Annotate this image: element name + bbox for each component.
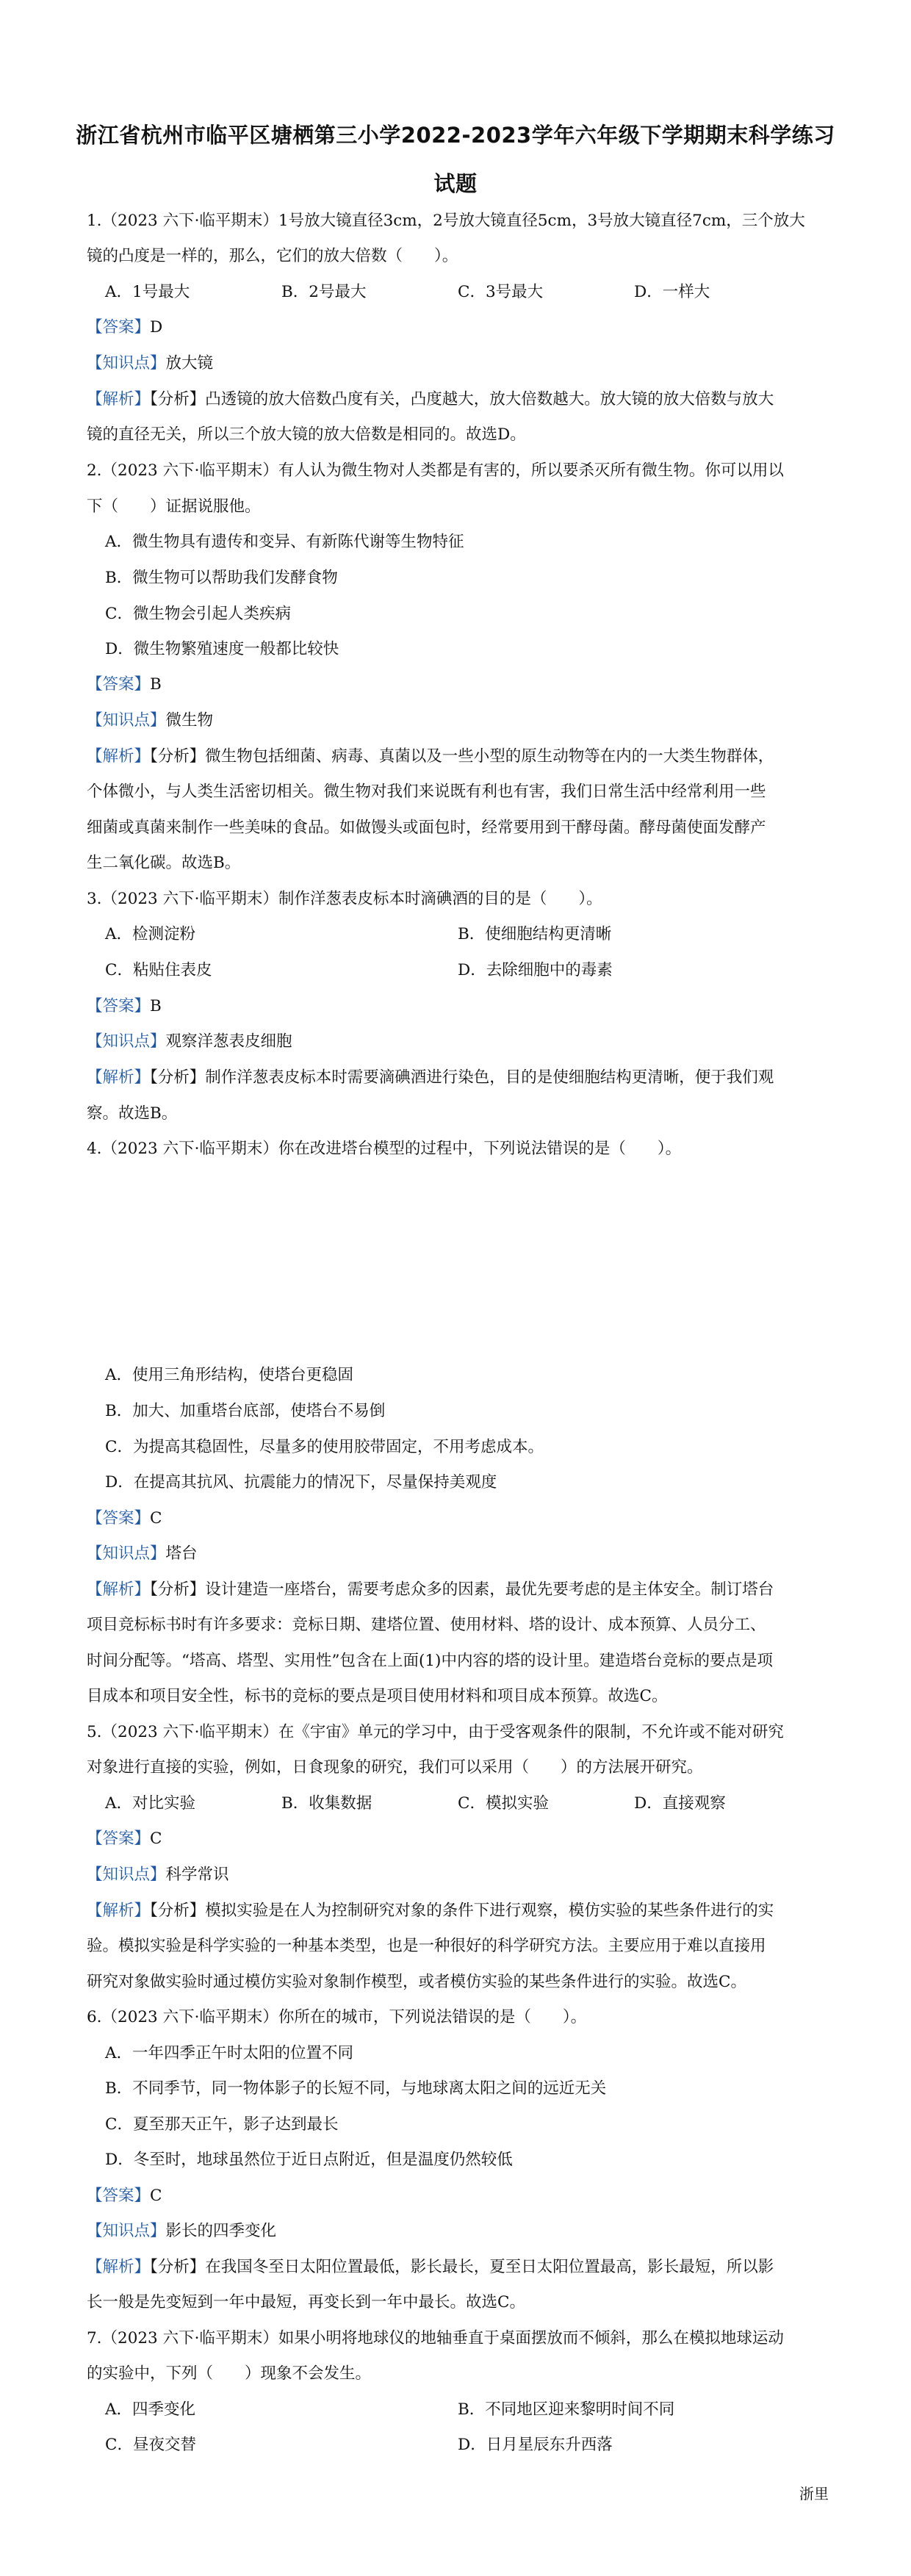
- answer-label: 【答案】: [87, 1830, 151, 1848]
- question-6-option-d: D．冬至时，地球虽然位于近日点附近，但是温度仍然较低: [105, 2151, 513, 2169]
- question-1-analysis-b: 镜的直径无关，所以三个放大镜的放大倍数是相同的。故选D。: [87, 425, 526, 444]
- question-5-analysis-c: 研究对象做实验时通过模仿实验对象制作模型，或者模仿实验的某些条件进行的实验。故选C。: [87, 1973, 746, 1991]
- question-2-knowledge: [87, 703, 829, 739]
- question-1-analysis-a: [87, 382, 829, 418]
- question-5-answer: [87, 1821, 829, 1857]
- analysis-label: 【解析】: [87, 1068, 151, 1087]
- analysis-text: 【分析】设计建造一座塔台，需要考虑众多的因素，最优先要考虑的是主体安全。制订塔台: [150, 1580, 774, 1599]
- answer-value: D: [150, 318, 163, 337]
- question-2-option-c: C．微生物会引起人类疾病: [105, 605, 291, 623]
- analysis-label: 【解析】: [87, 390, 151, 409]
- question-5-analysis-b: 验。模拟实验是科学实验的一种基本类型，也是一种很好的科学研究方法。主要应用于难以直接用: [87, 1937, 766, 1955]
- question-6-option-a: A．一年四季正午时太阳的位置不同: [105, 2044, 354, 2062]
- answer-label: 【答案】: [87, 997, 151, 1015]
- question-5-option-a: A．对比实验: [105, 1794, 196, 1813]
- knowledge-value: 观察洋葱表皮细胞: [165, 1032, 292, 1051]
- question-2-option-d: D．微生物繁殖速度一般都比较快: [105, 640, 339, 658]
- knowledge-value: 塔台: [165, 1544, 198, 1563]
- question-3-option-b: B．使细胞结构更清晰: [458, 925, 612, 943]
- answer-label: 【答案】: [87, 1509, 151, 1528]
- answer-value: C: [150, 2187, 162, 2205]
- question-5-option-c: C．模拟实验: [458, 1794, 549, 1813]
- question-4-option-c: C．为提高其稳固性，尽量多的使用胶带固定，不用考虑成本。: [105, 1438, 544, 1456]
- knowledge-label: 【知识点】: [87, 1544, 166, 1563]
- question-7-stem-a: 7.（2023 六下·临平期末）如果小明将地球仪的地轴垂直于桌面摆放而不倾斜，那么在模拟地球运动: [87, 2329, 784, 2347]
- analysis-label: 【解析】: [87, 2258, 151, 2276]
- knowledge-value: 影长的四季变化: [165, 2222, 277, 2240]
- question-5-analysis-a: [87, 1893, 829, 1929]
- question-1-stem-a: 1.（2023 六下·临平期末）1号放大镜直径3cm，2号放大镜直径5cm，3号放大镜直径7cm，三个放大: [87, 212, 805, 230]
- question-2-analysis-d: 生二氧化碳。故选B。: [87, 854, 241, 872]
- answer-value: C: [150, 1830, 162, 1848]
- knowledge-value: 放大镜: [165, 354, 214, 373]
- question-3-answer: [87, 989, 829, 1025]
- question-3-analysis-a: [87, 1060, 829, 1096]
- knowledge-label: 【知识点】: [87, 2222, 166, 2240]
- question-3-option-c: C．粘贴住表皮: [105, 961, 212, 979]
- question-1-stem-b: 镜的凸度是一样的，那么，它们的放大倍数（ ）。: [87, 247, 458, 265]
- question-1-option-c: C．3号最大: [458, 283, 544, 301]
- analysis-label: 【解析】: [87, 1902, 151, 1920]
- answer-label: 【答案】: [87, 2187, 151, 2205]
- question-7-option-d: D．日月星辰东升西落: [458, 2436, 613, 2454]
- question-4-option-a: A．使用三角形结构，使塔台更稳固: [105, 1366, 354, 1384]
- question-6-knowledge: [87, 2214, 829, 2250]
- question-3-option-d: D．去除细胞中的毒素: [458, 961, 613, 979]
- question-6-option-b: B．不同季节，同一物体影子的长短不同，与地球离太阳之间的远近无关: [105, 2079, 607, 2098]
- question-3-knowledge: [87, 1024, 829, 1060]
- question-5-knowledge: [87, 1857, 829, 1893]
- question-1-option-a: A．1号最大: [105, 283, 190, 301]
- question-4-option-b: B．加大、加重塔台底部，使塔台不易倒: [105, 1402, 386, 1420]
- page-footer: 浙里: [799, 2485, 829, 2503]
- question-4-stem-a: 4.（2023 六下·临平期末）你在改进塔台模型的过程中，下列说法错误的是（ ）。: [87, 1140, 682, 1158]
- analysis-text: 【分析】微生物包括细菌、病毒、真菌以及一些小型的原生动物等在内的一大类生物群体，: [150, 747, 774, 766]
- question-6-option-c: C．夏至那天正午，影子达到最长: [105, 2115, 339, 2134]
- knowledge-label: 【知识点】: [87, 1866, 166, 1884]
- question-7-option-a: A．四季变化: [105, 2400, 196, 2419]
- question-6-analysis-a: [87, 2250, 829, 2286]
- knowledge-label: 【知识点】: [87, 354, 166, 373]
- question-5-stem-b: 对象进行直接的实验，例如，日食现象的研究，我们可以采用（ ）的方法展开研究。: [87, 1758, 703, 1777]
- question-2-stem-b: 下（ ）证据说服他。: [87, 497, 261, 516]
- document-title-line-2: 试题: [433, 171, 478, 196]
- answer-value: C: [150, 1509, 162, 1528]
- question-2-analysis-b: 个体微小，与人类生活密切相关。微生物对我们来说既有利也有害，我们日常生活中经常利用一些: [87, 782, 766, 801]
- question-3-option-a: A．检测淀粉: [105, 925, 196, 943]
- analysis-label: 【解析】: [87, 747, 151, 766]
- question-4-analysis-d: 目成本和项目安全性，标书的竞标的要点是项目使用材料和项目成本预算。故选C。: [87, 1687, 668, 1705]
- question-7-option-c: C．昼夜交替: [105, 2436, 196, 2454]
- question-4-figure-area: [87, 1170, 821, 1355]
- question-2-analysis-c: 细菌或真菌来制作一些美味的食品。如做馒头或面包时，经常要用到干酵母菌。酵母菌使面发酵产: [87, 819, 766, 837]
- knowledge-label: 【知识点】: [87, 1032, 166, 1051]
- analysis-text: 【分析】在我国冬至日太阳位置最低，影长最长，夏至日太阳位置最高，影长最短，所以影: [150, 2258, 774, 2276]
- answer-value: B: [150, 675, 162, 694]
- question-7-stem-b: 的实验中，下列（ ）现象不会发生。: [87, 2364, 372, 2383]
- question-4-analysis-a: [87, 1572, 829, 1608]
- question-2-analysis-a: [87, 739, 829, 775]
- question-2-answer: [87, 667, 829, 703]
- question-2-option-a: A．微生物具有遗传和变异、有新陈代谢等生物特征: [105, 533, 464, 551]
- question-4-answer: [87, 1501, 829, 1537]
- answer-label: 【答案】: [87, 318, 151, 337]
- analysis-text: 【分析】凸透镜的放大倍数凸度有关，凸度越大，放大倍数越大。放大镜的放大倍数与放大: [150, 390, 774, 409]
- question-4-knowledge: [87, 1536, 829, 1572]
- question-1-knowledge: [87, 346, 829, 382]
- question-1-option-d: D．一样大: [634, 283, 710, 301]
- question-6-analysis-b: 长一般是先变短到一年中最短，再变长到一年中最长。故选C。: [87, 2293, 525, 2311]
- question-3-stem-a: 3.（2023 六下·临平期末）制作洋葱表皮标本时滴碘酒的目的是（ ）。: [87, 890, 602, 908]
- question-2-stem-a: 2.（2023 六下·临平期末）有人认为微生物对人类都是有害的，所以要杀灭所有微生物。你可以用以: [87, 461, 784, 480]
- analysis-text: 【分析】制作洋葱表皮标本时需要滴碘酒进行染色，目的是使细胞结构更清晰，便于我们观: [150, 1068, 774, 1087]
- question-7-option-b: B．不同地区迎来黎明时间不同: [458, 2400, 675, 2419]
- question-1-option-b: B．2号最大: [281, 283, 367, 301]
- answer-value: B: [150, 997, 162, 1015]
- analysis-label: 【解析】: [87, 1580, 151, 1599]
- question-4-analysis-c: 时间分配等。“塔高、塔型、实用性”包含在上面(1)中内容的塔的设计里。建造塔台竞标的要点是项: [87, 1652, 773, 1670]
- question-4-option-d: D．在提高其抗风、抗震能力的情况下，尽量保持美观度: [105, 1473, 497, 1492]
- question-4-analysis-b: 项目竞标标书时有许多要求：竞标日期、建塔位置、使用材料、塔的设计、成本预算、人员分工、: [87, 1616, 766, 1634]
- question-6-answer: [87, 2179, 829, 2215]
- knowledge-label: 【知识点】: [87, 711, 166, 730]
- knowledge-value: 微生物: [165, 711, 214, 730]
- question-2-option-b: B．微生物可以帮助我们发酵食物: [105, 569, 338, 587]
- knowledge-value: 科学常识: [165, 1866, 229, 1884]
- analysis-text: 【分析】模拟实验是在人为控制研究对象的条件下进行观察，模仿实验的某些条件进行的实: [150, 1902, 774, 1920]
- question-5-option-b: B．收集数据: [281, 1794, 372, 1813]
- question-3-analysis-b: 察。故选B。: [87, 1104, 178, 1123]
- question-5-option-d: D．直接观察: [634, 1794, 726, 1813]
- question-5-stem-a: 5.（2023 六下·临平期末）在《宇宙》单元的学习中，由于受客观条件的限制，不允许或不能对研究: [87, 1723, 784, 1741]
- question-6-stem-a: 6.（2023 六下·临平期末）你所在的城市，下列说法错误的是（ ）。: [87, 2008, 587, 2026]
- answer-label: 【答案】: [87, 675, 151, 694]
- question-1-answer: [87, 310, 829, 346]
- document-title-line-1: 浙江省杭州市临平区塘栖第三小学2022-2023学年六年级下学期期末科学练习: [76, 123, 835, 148]
